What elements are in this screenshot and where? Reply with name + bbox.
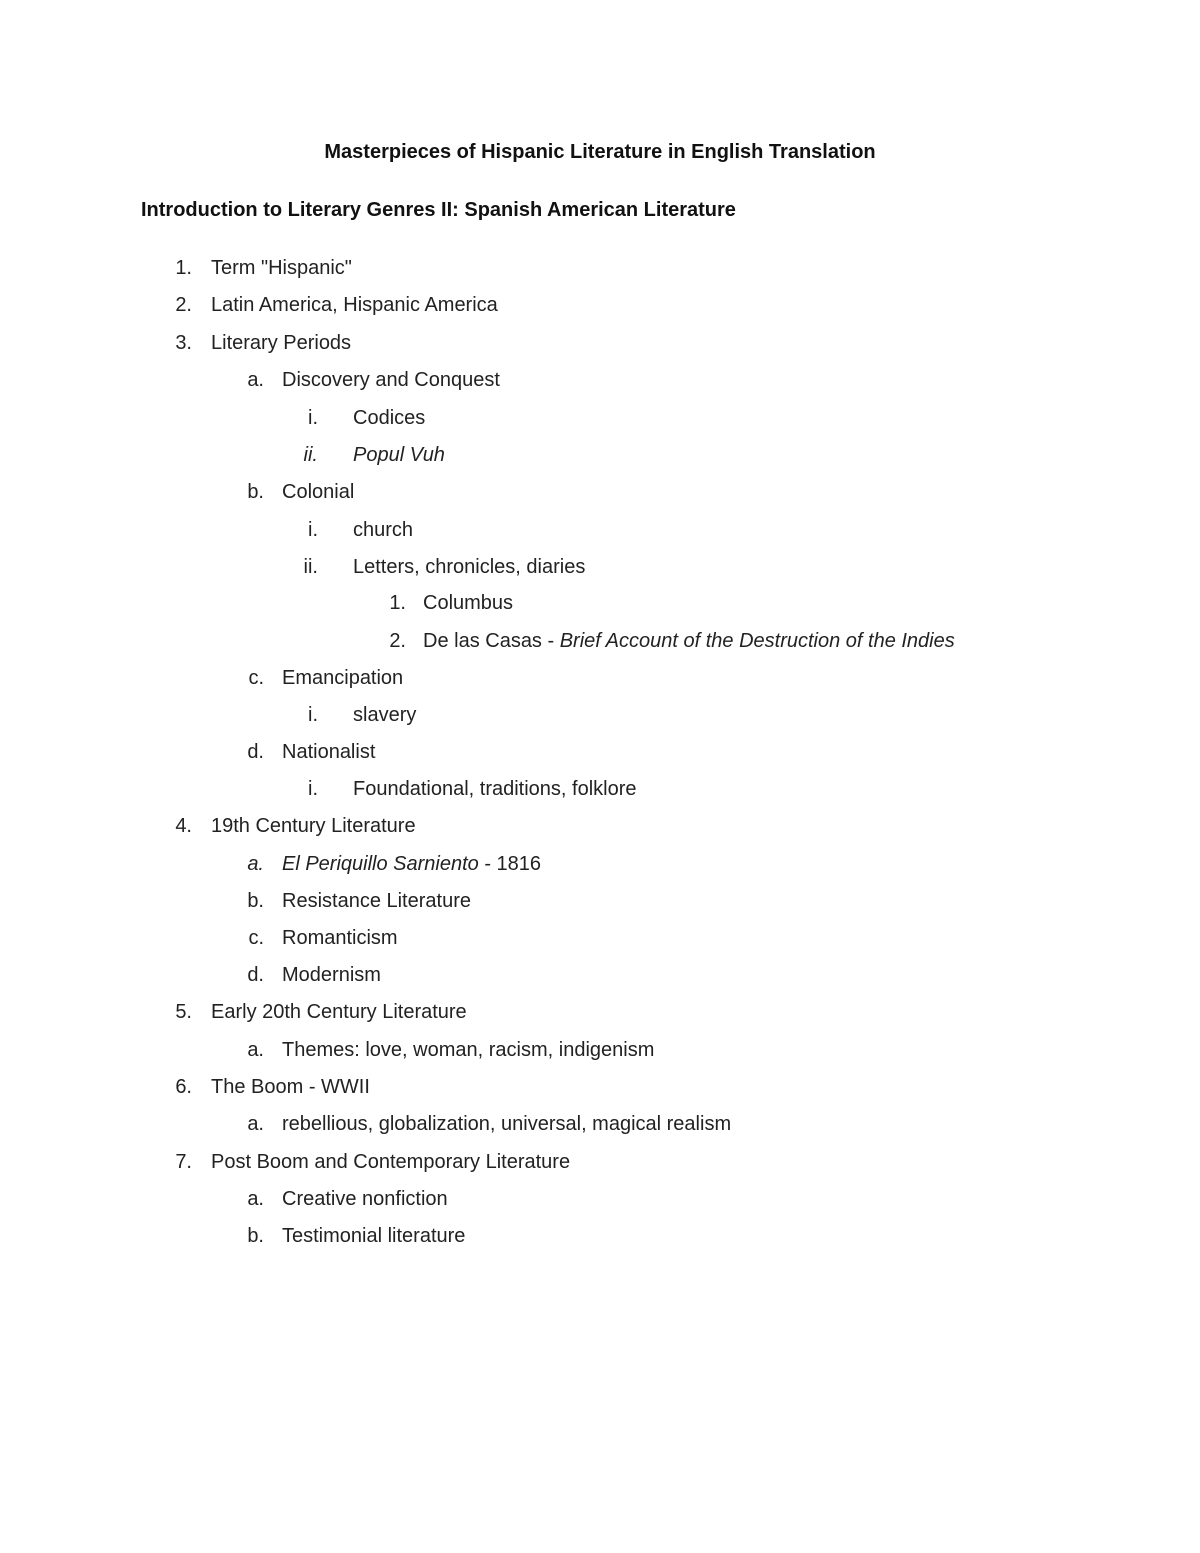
item-marker: 1. — [389, 592, 406, 614]
item-text: Creative nonfiction — [282, 1188, 448, 1210]
item-marker: c. — [248, 927, 264, 949]
item-text-plain: - 1816 — [478, 853, 542, 875]
item-marker: a. — [247, 369, 264, 391]
item-marker: a. — [247, 1188, 264, 1210]
item-marker: d. — [247, 741, 264, 763]
item-text: rebellious, globalization, universal, magical realism — [282, 1113, 732, 1135]
section-heading: Introduction to Literary Genres II: Spanish American Literature — [141, 199, 736, 221]
item-text: Colonial — [282, 481, 355, 503]
item-text: Codices — [353, 407, 426, 429]
item-text: Term "Hispanic" — [211, 257, 352, 279]
document-title: Masterpieces of Hispanic Literature in English Translation — [324, 141, 876, 163]
item-marker: ii. — [303, 556, 318, 578]
item-marker: 2. — [175, 294, 192, 316]
item-text — [282, 851, 541, 877]
item-text: Romanticism — [282, 927, 398, 949]
item-marker: 3. — [175, 332, 192, 354]
item-text: Latin America, Hispanic America — [211, 294, 498, 316]
item-text: Nationalist — [282, 741, 376, 763]
item-marker: i. — [308, 407, 318, 429]
item-text-title: Brief Account of the Destruction of the Indies — [559, 630, 955, 652]
item-text: Foundational, traditions, folklore — [353, 778, 637, 800]
item-text: Themes: love, woman, racism, indigenism — [282, 1039, 655, 1061]
item-text: Modernism — [282, 964, 381, 986]
item-marker: i. — [308, 704, 318, 726]
item-marker: 4. — [175, 815, 192, 837]
item-marker: i. — [308, 778, 318, 800]
item-text-plain: De las Casas - — [423, 630, 560, 652]
item-text — [423, 628, 955, 654]
item-text: slavery — [353, 704, 417, 726]
item-text: The Boom - WWII — [211, 1076, 370, 1098]
item-text: Resistance Literature — [282, 890, 471, 912]
item-marker: b. — [247, 1225, 264, 1247]
item-marker: 7. — [175, 1151, 192, 1173]
item-marker: a. — [247, 853, 264, 875]
item-marker: a. — [247, 1113, 264, 1135]
item-marker: 6. — [175, 1076, 192, 1098]
item-marker: 2. — [389, 630, 406, 652]
item-text: Popul Vuh — [353, 444, 445, 466]
item-text: Discovery and Conquest — [282, 369, 500, 391]
item-text: Testimonial literature — [282, 1225, 466, 1247]
item-text: Emancipation — [282, 667, 404, 689]
item-marker: 5. — [175, 1001, 192, 1023]
item-marker: 1. — [175, 257, 192, 279]
item-text: Early 20th Century Literature — [211, 1001, 467, 1023]
item-marker: a. — [247, 1039, 264, 1061]
item-marker: c. — [248, 667, 264, 689]
item-text-title: El Periquillo Sarniento — [282, 853, 479, 875]
item-text: Literary Periods — [211, 332, 352, 354]
item-text: Columbus — [423, 592, 514, 614]
item-marker: d. — [247, 964, 264, 986]
item-marker: i. — [308, 519, 318, 541]
item-marker: b. — [247, 890, 264, 912]
item-text: church — [353, 519, 414, 541]
item-text: Letters, chronicles, diaries — [353, 556, 586, 578]
item-marker: b. — [247, 481, 264, 503]
item-marker: ii. — [303, 444, 318, 466]
item-text: 19th Century Literature — [211, 815, 416, 837]
item-text: Post Boom and Contemporary Literature — [211, 1151, 571, 1173]
